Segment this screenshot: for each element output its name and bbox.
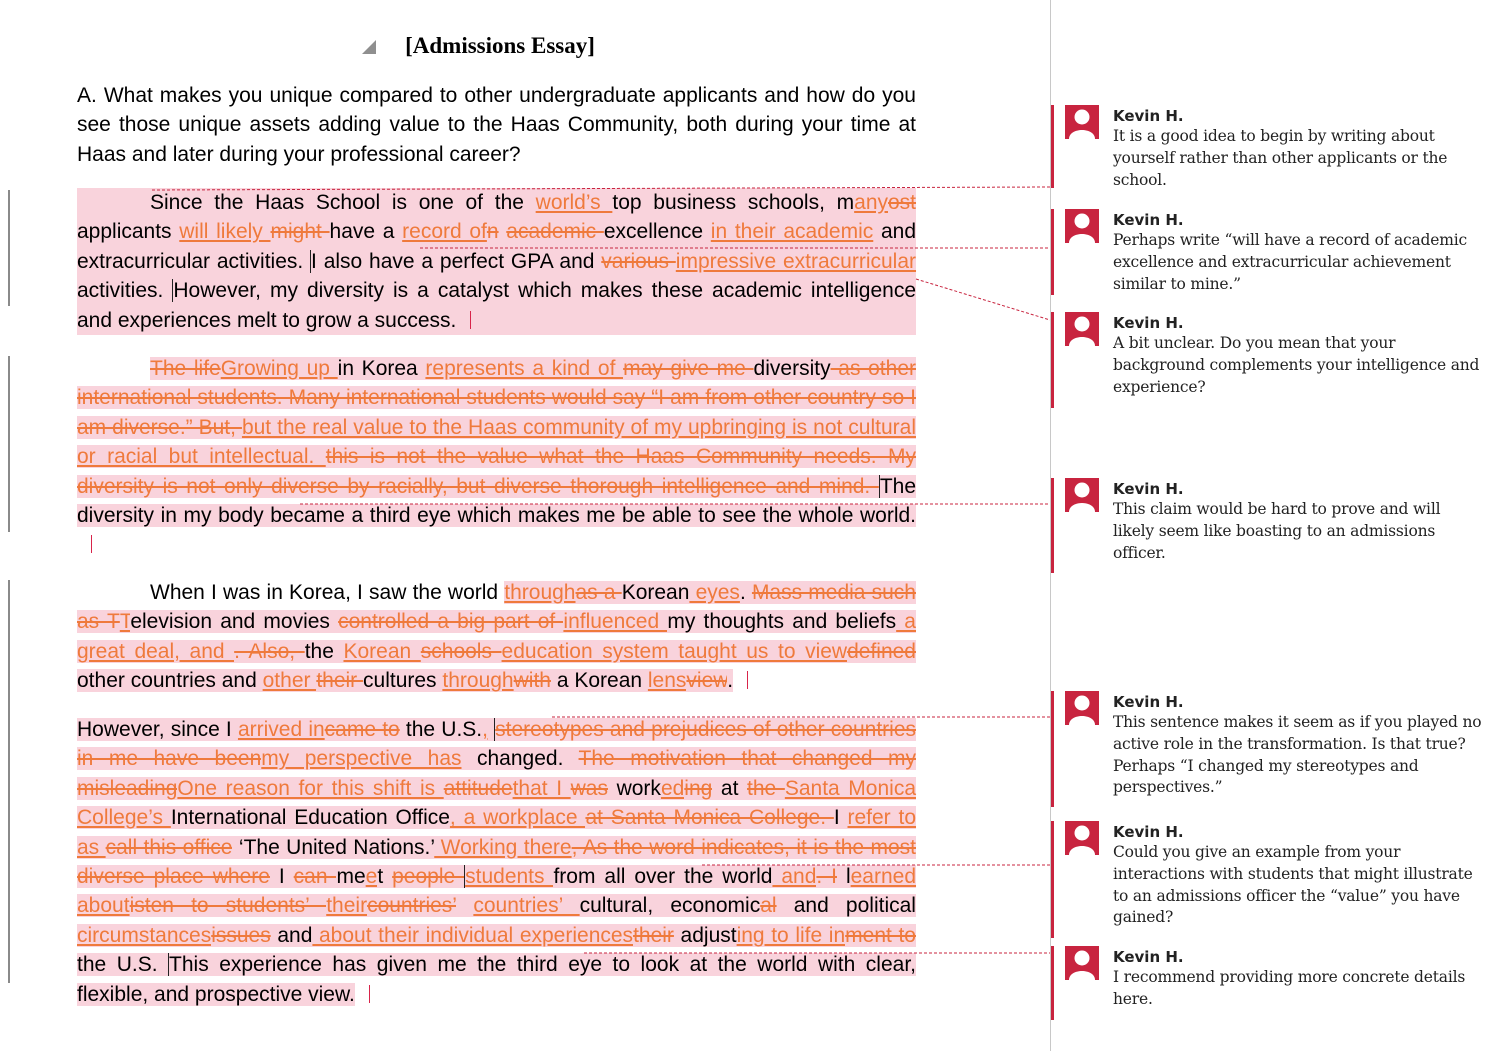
inserted-text: earned about <box>77 865 917 918</box>
deleted-text: ment to <box>845 923 916 947</box>
inserted-text: Working there <box>434 835 572 859</box>
deleted-text: came to <box>324 718 400 741</box>
text-run: t <box>377 865 393 889</box>
deleted-text: view <box>686 669 728 693</box>
deleted-text: might <box>270 220 330 244</box>
deleted-text: academic <box>506 220 604 244</box>
deleted-text: isten to students’ <box>129 894 327 918</box>
comment-author: Kevin H. <box>1113 948 1184 966</box>
inserted-text: and <box>772 865 817 889</box>
inserted-text: refer to as <box>77 806 917 859</box>
deleted-text: controlled a big part of <box>338 610 564 634</box>
deleted-text: may give me <box>623 357 754 380</box>
inserted-text: influenced <box>563 610 668 634</box>
inserted-text: ing to life in <box>736 923 846 947</box>
text-run <box>456 894 473 917</box>
text-run: me <box>336 865 366 889</box>
text-run: excellence <box>603 220 711 244</box>
text-run: . <box>739 581 752 604</box>
comment-text: Perhaps write “will have a record of academic excellence and extracurricular achievement similar to mine.” <box>1113 231 1467 293</box>
text-run: work <box>608 776 661 800</box>
text-run: diversity <box>753 357 831 380</box>
text-run: in Korea <box>337 357 426 380</box>
deleted-text: their <box>633 923 674 947</box>
text-run: activities <box>77 279 158 303</box>
deleted-text: ost <box>888 191 917 214</box>
text-run: I <box>269 865 294 889</box>
deleted-text: The life <box>150 357 221 380</box>
inserted-text: Growing up <box>220 357 338 380</box>
deleted-text: defined <box>847 639 916 663</box>
deleted-text: this is not the value what the Haas Community needs. My diversity is not only diverse by racially, but diverse thorough intelligence and mind. <box>77 445 917 498</box>
inserted-text: students <box>465 865 554 889</box>
deleted-text: various <box>601 249 676 273</box>
inserted-text: will likely <box>179 220 271 244</box>
paragraph-2[interactable] <box>77 354 916 560</box>
deleted-text: as a <box>575 581 622 604</box>
deleted-text: the <box>747 776 785 800</box>
comment-balloon[interactable] <box>1051 691 1491 807</box>
text-run: elevision and movies <box>130 610 339 634</box>
comment-balloon[interactable] <box>1051 209 1491 295</box>
inserted-text: about their individual experiences <box>312 923 634 947</box>
paragraph-end-marker <box>747 671 748 689</box>
paragraph-4[interactable] <box>77 715 916 1009</box>
paragraph-end-marker <box>91 535 92 553</box>
deleted-text: , As the word indicates, it is the most diverse place where <box>77 835 916 889</box>
inserted-text: through <box>504 581 576 604</box>
inserted-text: record of <box>402 220 487 244</box>
deleted-text: countries’ <box>367 894 457 918</box>
deleted-text: al <box>760 894 777 918</box>
paragraph-end-marker <box>470 311 471 329</box>
inserted-text: T <box>119 610 131 634</box>
comment-balloon[interactable] <box>1051 478 1491 573</box>
deleted-text: . I <box>816 865 838 889</box>
comment-author: Kevin H. <box>1113 107 1184 125</box>
change-bar <box>8 190 10 306</box>
inserted-text: , a workplace <box>449 806 586 830</box>
comment-bar <box>1051 946 1054 1020</box>
deleted-text: The motivation that changed my misleading <box>77 747 916 800</box>
deleted-text: people <box>392 865 465 889</box>
text-run: top business schools, m <box>612 191 855 214</box>
deleted-text: at Santa Monica College. <box>585 806 834 830</box>
comment-author: Kevin H. <box>1113 211 1184 229</box>
deleted-text: n <box>486 220 499 244</box>
deleted-text: ing <box>684 776 713 800</box>
comment-bar <box>1051 478 1054 573</box>
text-run: changed. <box>461 747 579 771</box>
inserted-text: a great deal, and <box>77 610 916 663</box>
text-run: and <box>270 923 313 947</box>
inserted-text: ed <box>660 776 685 800</box>
deleted-text: attitude <box>443 776 513 800</box>
text-run: adjust <box>673 923 737 947</box>
comment-author: Kevin H. <box>1113 823 1184 841</box>
inserted-text: that I <box>512 776 571 800</box>
user-avatar-icon <box>1065 209 1099 243</box>
text-run: cultural, economic <box>579 894 761 918</box>
inserted-text: lens <box>647 669 687 693</box>
comment-author: Kevin H. <box>1113 693 1184 711</box>
inserted-text: in their academic <box>710 220 874 244</box>
comment-anchor-text: The diversity in my body became a third eye which makes me be able to see the whole world. <box>77 474 916 528</box>
comment-bar <box>1051 821 1054 938</box>
inserted-text: countries’ <box>473 894 580 918</box>
change-bar <box>8 580 10 983</box>
inserted-text: through <box>442 669 514 693</box>
comment-anchor-text: However, my diversity is a catalyst which makes these academic intelligence and experiences melt to grow a success. <box>77 279 916 332</box>
inserted-text: arrived in <box>237 718 325 741</box>
deleted-text: call this office <box>105 835 233 859</box>
change-bar <box>8 356 10 532</box>
comment-author: Kevin H. <box>1113 480 1184 498</box>
inserted-text: Korean <box>343 639 421 663</box>
text-run: a Korean <box>550 669 648 693</box>
user-avatar-icon <box>1065 312 1099 346</box>
comment-balloon[interactable] <box>1051 946 1491 1020</box>
deleted-text: their <box>316 669 364 693</box>
comment-balloon[interactable] <box>1051 105 1491 188</box>
text-run: Since the Haas School is one of the <box>150 191 536 214</box>
text-run: the <box>304 639 344 663</box>
text-run: the U.S. <box>399 718 483 741</box>
text-run: International Education Office <box>170 806 450 830</box>
comment-text: I recommend providing more concrete details here. <box>1113 968 1466 1008</box>
user-avatar-icon <box>1065 821 1099 855</box>
inserted-text: Santa Monica College’s <box>77 776 916 830</box>
user-avatar-icon <box>1065 478 1099 512</box>
inserted-text: e <box>365 865 378 889</box>
comment-text: This claim would be hard to prove and will likely seem like boasting to an admissions officer. <box>1113 500 1441 562</box>
text-run: other countries and <box>77 669 263 693</box>
paragraph-end-marker <box>369 985 370 1003</box>
comment-bar <box>1051 691 1054 807</box>
text-run: Korean <box>621 581 690 604</box>
user-avatar-icon <box>1065 691 1099 725</box>
text-run: cultures <box>363 669 443 693</box>
text-run: applicants <box>77 220 180 244</box>
inserted-text: , <box>482 718 488 741</box>
deleted-text: was <box>570 776 608 800</box>
essay-title: [Admissions Essay] <box>405 33 595 58</box>
comment-text: It is a good idea to begin by writing about yourself rather than other applicants or the school. <box>1113 127 1448 189</box>
deleted-text: . Also, <box>234 639 305 663</box>
text-run: When I was in Korea, I saw the world <box>150 581 505 604</box>
inserted-text: represents a kind of <box>425 357 624 380</box>
comment-text: This sentence makes it seem as if you played no active role in the transformation. Is that true? Perhaps “I changed my stereotypes and perspectives.” <box>1113 713 1482 797</box>
text-run: and extracurricular activities. <box>77 220 916 273</box>
inserted-text: education system taught us to view <box>501 639 848 663</box>
comment-anchor-text: This experience has given me the third eye to look at the world with clear, flexible, and prospective view. <box>77 953 916 1006</box>
comment-bar <box>1051 312 1054 408</box>
text-run: the U.S. <box>77 953 169 977</box>
comments-pane <box>1051 0 1491 1051</box>
inserted-text: but the real value to the Haas community of my upbringing is not cultural or racial but intellectual. <box>77 415 916 469</box>
paragraph-3[interactable] <box>77 578 916 696</box>
user-avatar-icon <box>1065 946 1099 980</box>
text-run: . <box>727 669 734 693</box>
inserted-text: their <box>326 894 368 918</box>
deleted-text: schools <box>420 639 502 663</box>
inserted-text: circumstances <box>77 923 212 947</box>
text-run: from all over the world <box>553 865 773 889</box>
comment-text: A bit unclear. Do you mean that your background complements your intelligence and experience? <box>1113 334 1480 396</box>
text-run: . <box>157 279 173 303</box>
comment-bar <box>1051 209 1054 295</box>
text-run: have a <box>329 220 403 244</box>
inserted-text: world’s <box>535 191 613 214</box>
inserted-text: other <box>262 669 317 693</box>
inserted-text: eyes <box>689 581 740 604</box>
text-run: I <box>833 806 848 830</box>
comment-bar <box>1051 105 1054 188</box>
deleted-text: Mass media such as T <box>77 581 916 634</box>
text-run: l <box>837 865 851 889</box>
deleted-text: stereotypes and prejudices of other countries in me have been <box>77 718 916 771</box>
comment-balloon[interactable] <box>1051 821 1491 938</box>
text-run: my thoughts and beliefs <box>667 610 897 634</box>
deleted-text: as other international students. Many international students would say “I am from other country so I am diverse.” But, <box>77 357 916 439</box>
text-run: ‘The United Nations.’ <box>232 835 435 859</box>
comment-balloon[interactable] <box>1051 312 1491 408</box>
paragraph-1[interactable] <box>77 188 916 335</box>
deleted-text: can <box>293 865 337 889</box>
comment-author: Kevin H. <box>1113 314 1184 332</box>
inserted-text: One reason for this shift is <box>177 776 444 800</box>
comment-anchor-text: I also have a perfect GPA and <box>311 249 602 273</box>
deleted-text: with <box>513 669 551 693</box>
essay-question: A. What makes you unique compared to other undergraduate applicants and how do you see those unique assets adding value to the Haas Community, both during your time at Haas and later during your professional career? <box>77 84 916 166</box>
inserted-text: any <box>854 191 888 214</box>
inserted-text: impressive extracurricular <box>675 249 917 273</box>
inserted-text: my perspective has <box>261 747 462 771</box>
user-avatar-icon <box>1065 105 1099 139</box>
comment-text: Could you give an example from your interactions with students that might illustrate to an admissions officer the “value” you have gained? <box>1113 843 1473 927</box>
text-run: and political <box>776 894 916 918</box>
text-run: However, since I <box>77 718 238 741</box>
deleted-text: issues <box>211 923 271 947</box>
text-run: at <box>712 776 748 800</box>
